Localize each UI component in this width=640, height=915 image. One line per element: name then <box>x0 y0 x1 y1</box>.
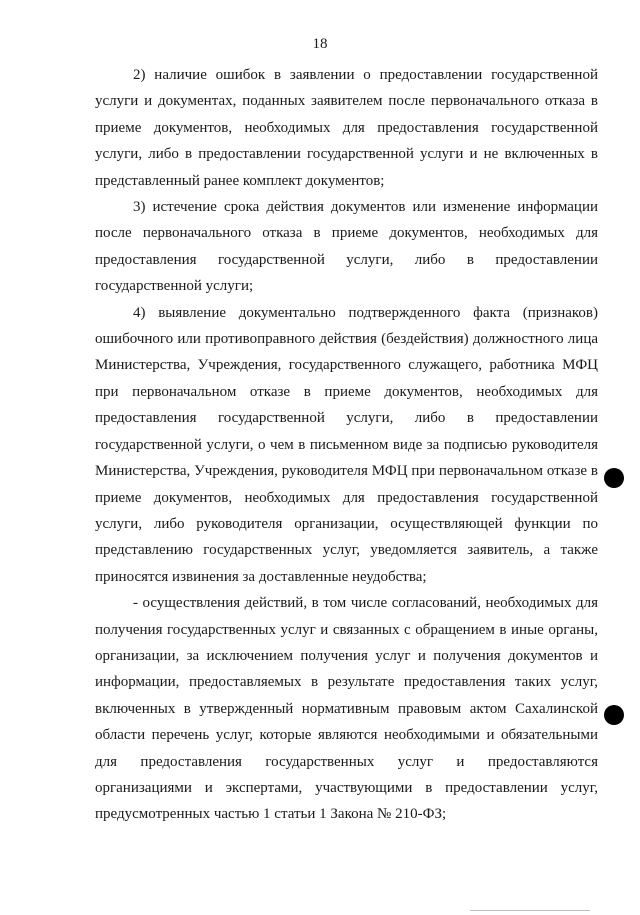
paragraph-item-2: 2) наличие ошибок в заявлении о предоставлении государственной услуги и документах, поданных заявителем после первоначального отказа в приеме документов, необходимых для предоставления государственной услуги, либо в предоставлении государственной услуги и не включенных в представленный ранее комплект документов; <box>95 67 598 189</box>
paragraph-item-3: 3) истечение срока действия документов или изменение информации после первоначального отказа в приеме документов, необходимых для предоставления государственной услуги, либо в предоставлении государственной услуги; <box>95 199 598 295</box>
punch-hole-upper <box>604 468 624 488</box>
paragraph-item-4: 4) выявление документально подтвержденного факта (признаков) ошибочного или противоправного действия (бездействия) должностного лица Министерства, Учреждения, государственного служащего, работника МФЦ при первоначальном отказе в приеме документов, необходимых для предоставления государственной услуги, либо в предоставлении государственной услуги, о чем в письменном виде за подписью руководителя Министерства, Учреждения, руководителя МФЦ при первоначальном отказе в приеме документов, необходимых для предоставления государственной услуги, либо руководителя организации, осуществляющей функции по представлению государственных услуг, уведомляется заявитель, а также приносятся извинения за доставленные неудобства; <box>95 304 598 585</box>
page-number: 18 <box>312 36 328 52</box>
paragraph-dash-item: - осуществления действий, в том числе согласований, необходимых для получения государственных услуг и связанных с обращением в иные органы, организации, за исключением получения услуг и получения документов и информации, предоставляемых в результате предоставления таких услуг, включенных в утвержденный нормативным правовым актом Сахалинской области перечень услуг, которые являются необходимыми и обязательными для предоставления государственных услуг и предоставляются организациями и экспертами, участвующими в предоставлении услуг, предусмотренных частью 1 статьи 1 Закона № 210-ФЗ; <box>95 595 598 823</box>
document-body <box>95 62 598 828</box>
scan-artifact-line <box>470 910 590 911</box>
punch-hole-lower <box>604 705 624 725</box>
